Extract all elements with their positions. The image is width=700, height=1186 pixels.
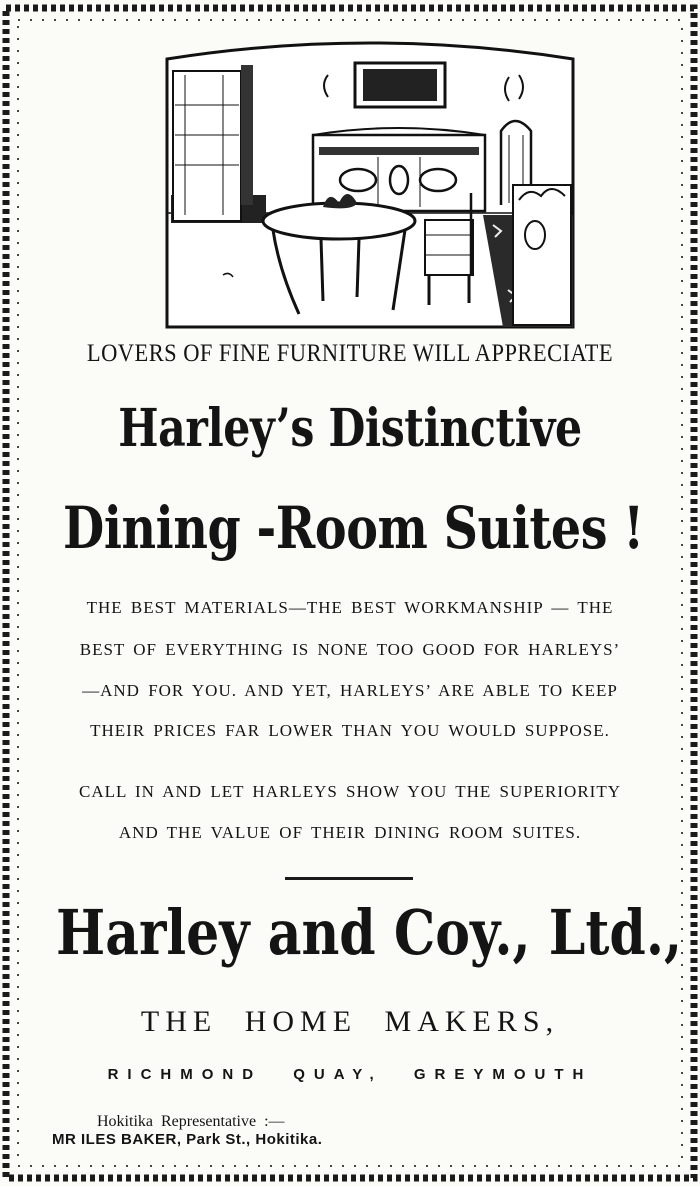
headline-line-2: Dining -Room Suites ! (63, 494, 644, 562)
company-name: Harley and Coy., Ltd., (56, 896, 683, 969)
divider (285, 877, 413, 880)
call-to-action-line: AND THE VALUE OF THEIR DINING ROOM SUITES. (118, 823, 582, 842)
dining-room-illustration (163, 35, 578, 332)
headline-line-1: Harley’s Distinctive (118, 398, 582, 459)
slogan: THE HOME MAKERS, (140, 1005, 560, 1038)
body-text-line: THEIR PRICES FAR LOWER THAN YOU WOULD SUPPOSE. (90, 721, 610, 740)
body-text-line: —AND FOR YOU. AND YET, HARLEYS’ ARE ABLE TO KEEP (82, 681, 618, 700)
body-text-line: BEST OF EVERYTHING IS NONE TOO GOOD FOR HARLEYS’ (79, 640, 621, 659)
address: RICHMOND QUAY, GREYMOUTH (107, 1066, 593, 1083)
representative-label: Hokitika Representative :— (97, 1113, 285, 1130)
representative-name: MR ILES BAKER, Park St., Hokitika. (52, 1131, 323, 1148)
tagline: LOVERS OF FINE FURNITURE WILL APPRECIATE (86, 340, 614, 367)
body-text-line: THE BEST MATERIALS—THE BEST WORKMANSHIP — THE (86, 598, 614, 617)
call-to-action-line: CALL IN AND LET HARLEYS SHOW YOU THE SUPERIORITY (78, 782, 621, 801)
